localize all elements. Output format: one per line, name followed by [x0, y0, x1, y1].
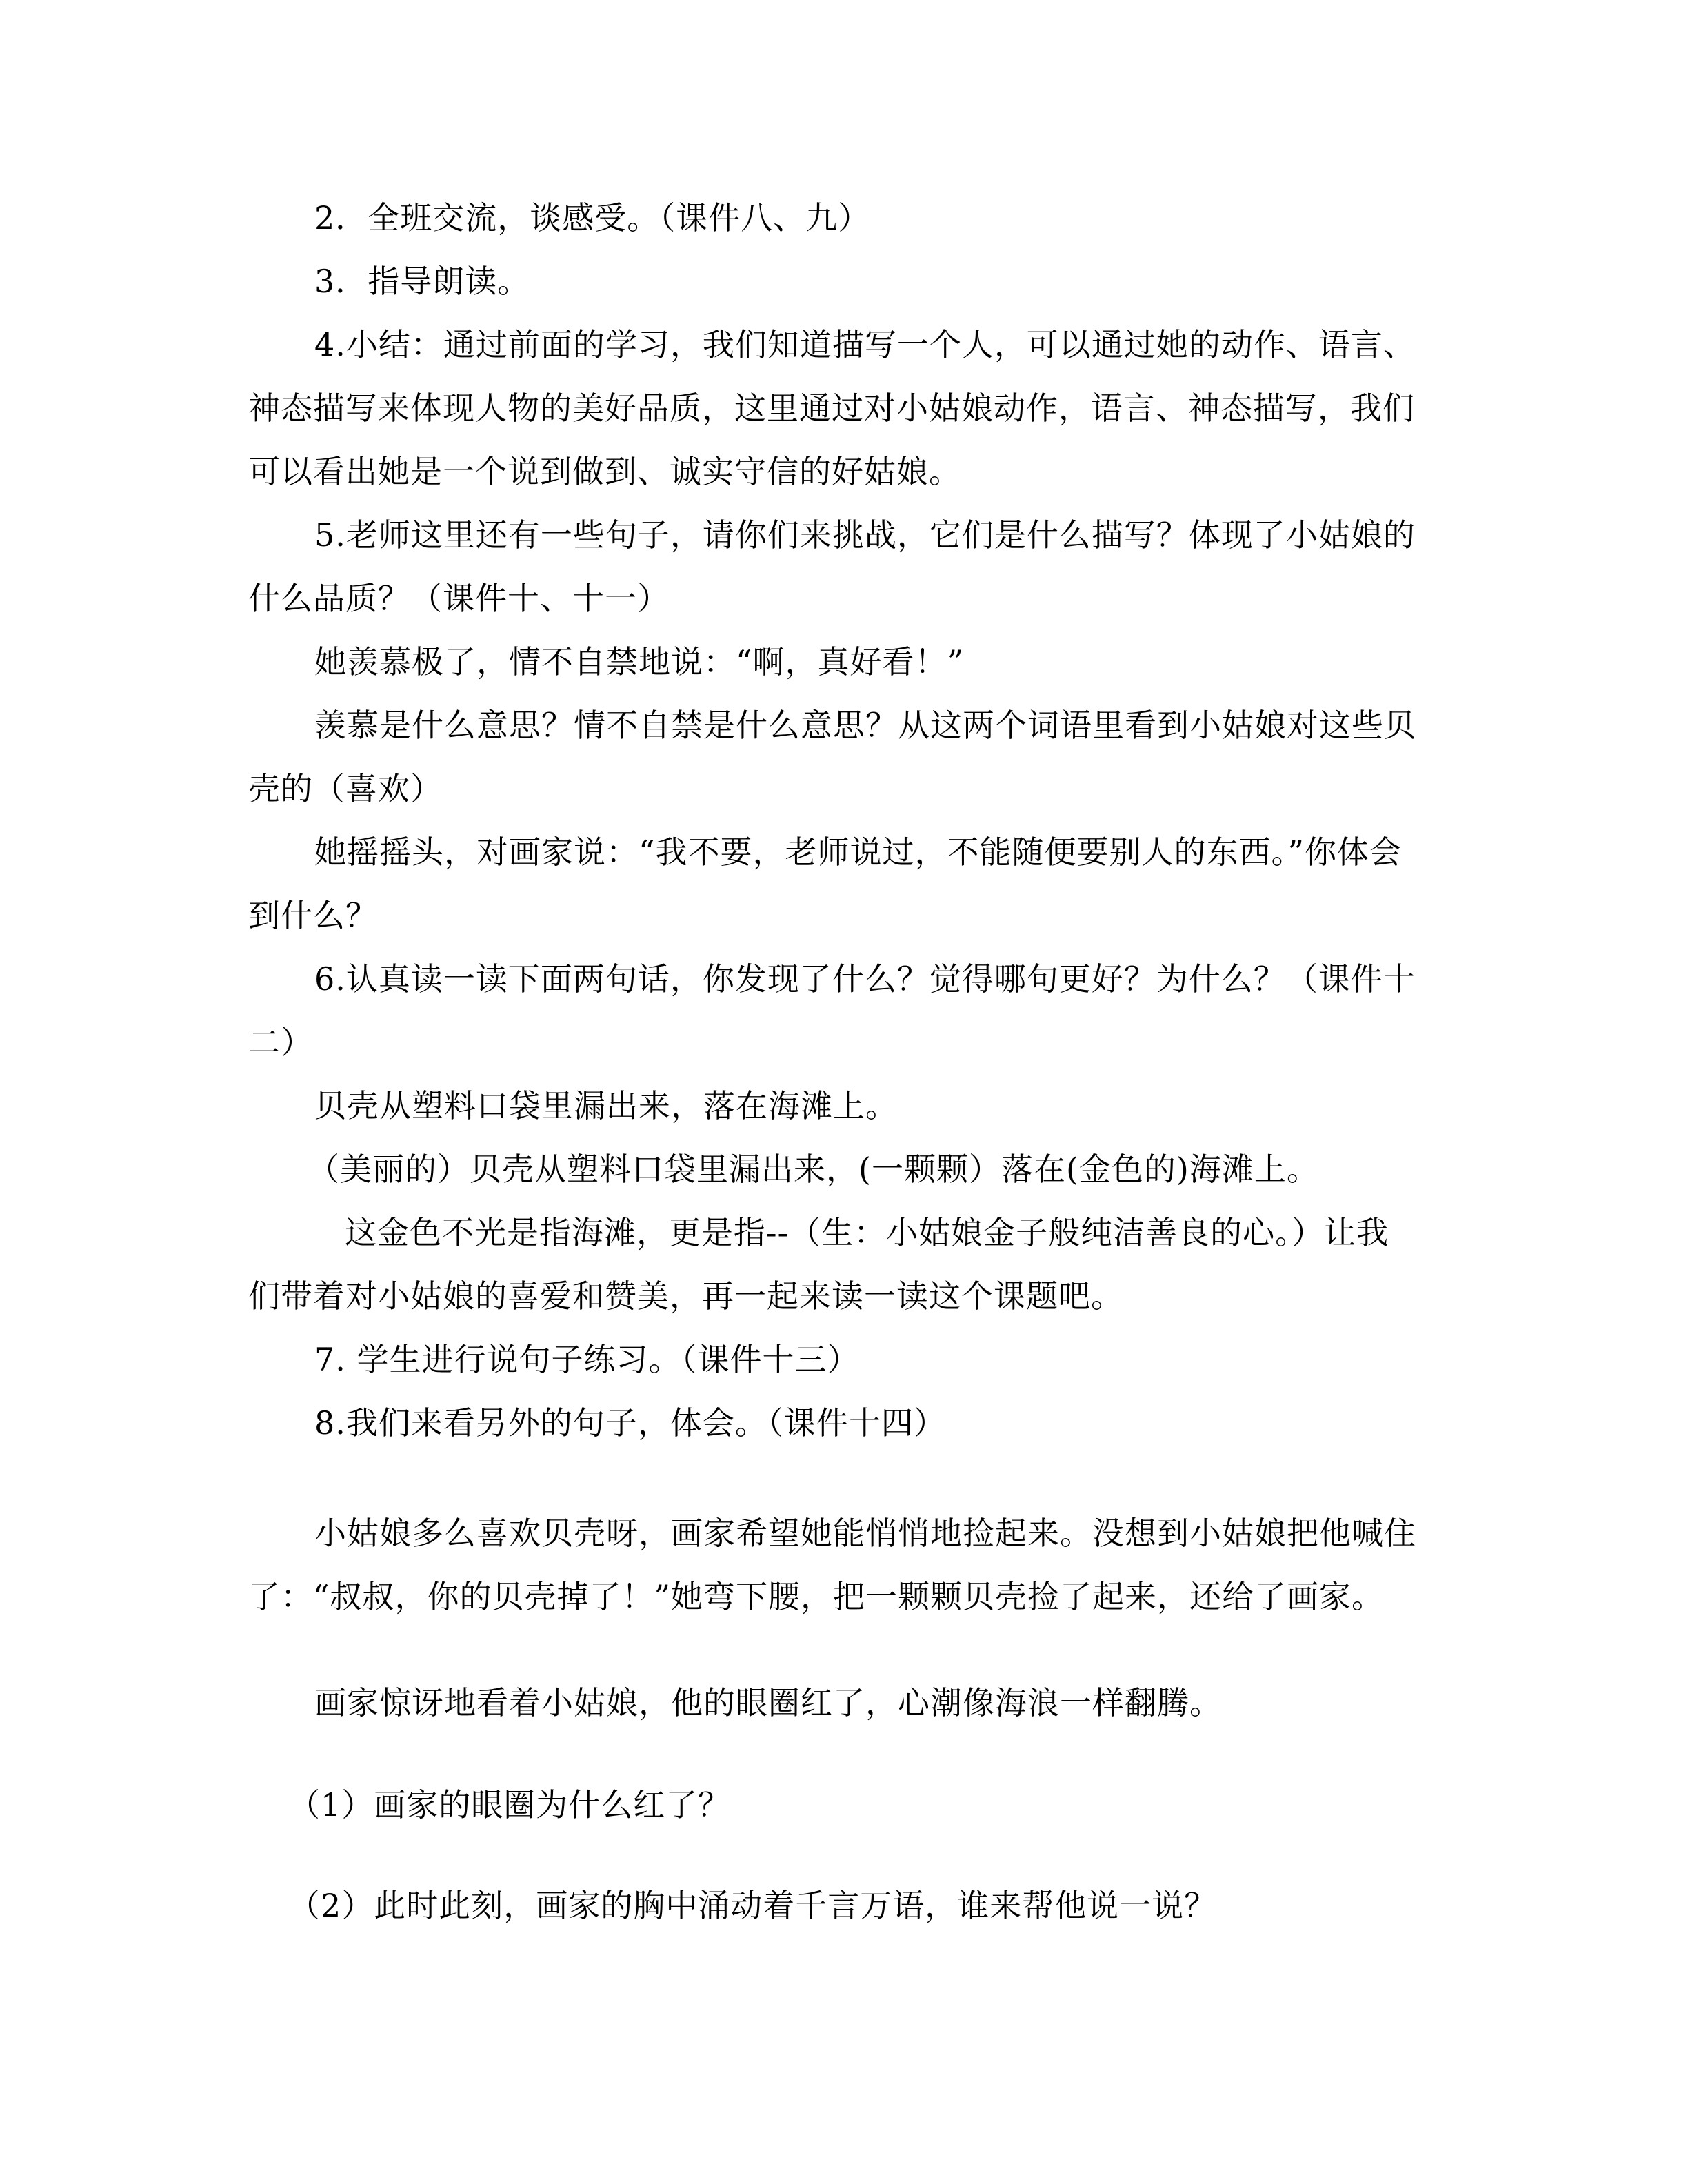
- text-line: 3．指导朗读。: [314, 263, 530, 300]
- text-line: （2）此时此刻，画家的胸中涌动着千言万语，谁来帮他说一说？: [288, 1887, 1217, 1924]
- text-line: 7. 学生进行说句子练习。（课件十三）: [314, 1341, 860, 1378]
- text-line: 可以看出她是一个说到做到、诚实守信的好姑娘。: [248, 453, 961, 490]
- text-line: 她摇摇头，对画家说：“我不要，老师说过，不能随便要别人的东西。”你体会: [314, 833, 1403, 871]
- text-line: 8.我们来看另外的句子，体会。（课件十四）: [314, 1404, 946, 1442]
- text-line: 什么品质？（课件十、十一）: [248, 580, 670, 617]
- text-line: 壳的（喜欢）: [248, 770, 443, 807]
- text-line: 她羡慕极了，情不自禁地说：“啊，真好看！”: [314, 643, 965, 680]
- text-line: 贝壳从塑料口袋里漏出来，落在海滩上。: [314, 1087, 898, 1124]
- text-line: （美丽的）贝壳从塑料口袋里漏出来，(一颗颗）落在(金色的)海滩上。: [308, 1151, 1319, 1188]
- text-line: 二）: [248, 1024, 313, 1061]
- text-line: 这金色不光是指海滩，更是指--（生：小姑娘金子般纯洁善良的心。）让我: [345, 1214, 1389, 1251]
- text-line: （1）画家的眼圈为什么红了？: [288, 1786, 731, 1823]
- text-line: 5.老师这里还有一些句子，请你们来挑战，它们是什么描写？体现了小姑娘的: [314, 516, 1416, 554]
- text-line: 到什么？: [248, 897, 378, 934]
- text-line: 羡慕是什么意思？情不自禁是什么意思？从这两个词语里看到小姑娘对这些贝: [314, 707, 1416, 744]
- text-line: 4.小结：通过前面的学习，我们知道描写一个人，可以通过她的动作、语言、: [314, 326, 1416, 363]
- text-line: 6.认真读一读下面两句话，你发现了什么？觉得哪句更好？为什么？（课件十: [314, 960, 1416, 998]
- text-line: 了：“叔叔，你的贝壳掉了！”她弯下腰，把一颗颗贝壳捡了起来，还给了画家。: [248, 1578, 1385, 1615]
- text-line: 画家惊讶地看着小姑娘，他的眼圈红了，心潮像海浪一样翻腾。: [314, 1684, 1222, 1721]
- text-line: 小姑娘多么喜欢贝壳呀，画家希望她能悄悄地捡起来。没想到小姑娘把他喊住: [314, 1515, 1416, 1552]
- text-line: 们带着对小姑娘的喜爱和赞美，再一起来读一读这个课题吧。: [248, 1277, 1123, 1315]
- text-line: 神态描写来体现人物的美好品质，这里通过对小姑娘动作，语言、神态描写，我们: [248, 390, 1415, 427]
- text-line: 2．全班交流，谈感受。（课件八、九）: [314, 199, 871, 236]
